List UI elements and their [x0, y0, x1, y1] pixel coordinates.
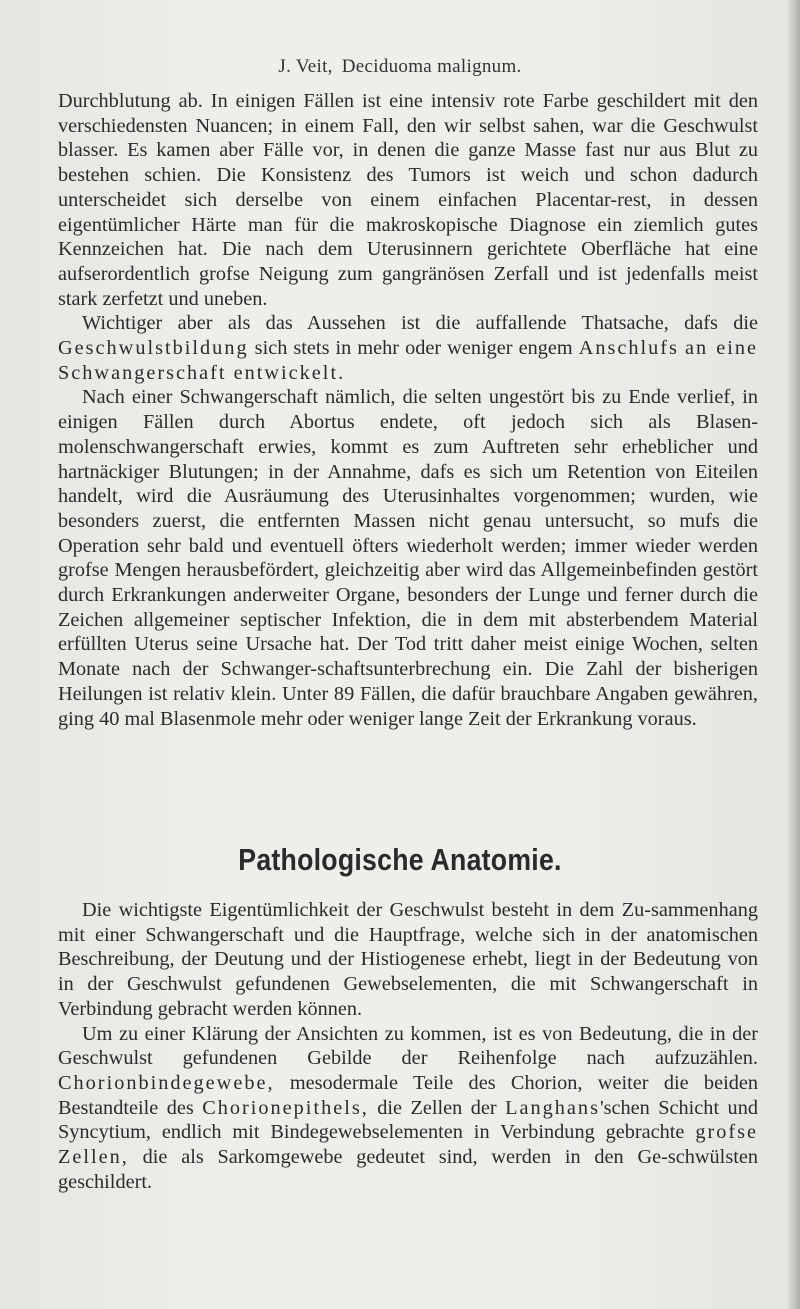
- section-heading: Pathologische Anatomie.: [238, 842, 562, 877]
- header-author: J. Veit,: [278, 56, 333, 77]
- text-line: Oberfläche hat eine aufserordentlich grofse Neigung zum gangränösen Zerfall: [58, 238, 758, 285]
- text-line: ein ziemlich gutes Kennzeichen hat. Die nach dem Uterusinnern gerichtete: [58, 213, 758, 261]
- text-line: fast nur aus Blut zu bestehen schien. Die Konsistenz des Tumors ist weich: [58, 139, 758, 187]
- text-line: liegt in der Bedeutung von in der Geschwulst gefundenen Gewebselementen,: [58, 948, 758, 996]
- text-line: rest, in dessen eigentümlicher Härte man für die makroskopische Diagnose: [58, 188, 759, 236]
- paragraph-main-question: [58, 898, 758, 1022]
- text-line: mesodermale Teile des Chorion, weiter die beiden: [274, 1071, 758, 1094]
- text-line: hartnäckiger Blutungen; in der Annahme, dafs es sich um Retention von: [58, 460, 686, 483]
- emphasized-term: Chorionepithels,: [202, 1096, 369, 1119]
- running-header: [0, 56, 800, 78]
- emphasized-term: Chorionbindegewebe,: [58, 1071, 275, 1094]
- text-line: und Syncytium, endlich mit Bindegewebselementen in Verbindung gebrachte: [58, 1096, 758, 1144]
- text-line: Bestandteile des: [58, 1096, 203, 1119]
- emphasized-term: an eine Schwangerschaft entwickelt.: [58, 337, 758, 384]
- text-line: und schon dadurch unterscheidet sich derselbe von einem einfachen Placentar-: [58, 164, 758, 211]
- text-line: Blasenmole mehr oder weniger lange Zeit der Erkrankung voraus.: [159, 707, 697, 730]
- emphasized-term: grofse Zellen,: [58, 1121, 758, 1169]
- text-line: Allgemeinbefinden gestört durch Erkrankungen anderweiter Organe, besonders: [58, 559, 758, 607]
- text-line: Nach einer Schwangerschaft nämlich, die selten ungestört bis zu Ende: [82, 386, 671, 409]
- text-line: verlief, in einigen Fällen durch Abortus endete, oft jedoch sich als Blasen-: [58, 386, 759, 434]
- text-line: Eiteilen handelt, wird die Ausräumung des Uterusinhaltes vorgenommen;: [58, 460, 758, 508]
- text-line: die als Sarkomgewebe gedeutet sind, werden in den Ge-: [128, 1146, 668, 1169]
- text-line: immer wieder werden grofse Mengen herausbefördert, gleichzeitig aber wird das: [58, 534, 758, 582]
- emphasized-term: Langhans: [505, 1096, 600, 1119]
- text-line: wurden, wie besonders zuerst, die entfernten Massen nicht genau untersucht,: [58, 485, 758, 532]
- emphasized-term: Anschlufs: [578, 337, 679, 360]
- page-edge-shadow: [786, 0, 800, 1309]
- text-line: so mufs die Operation sehr bald und eventuell öfters wiederholt werden;: [58, 509, 758, 557]
- text-line: die Zellen der: [368, 1096, 506, 1119]
- paragraph-tissue-elements: [58, 1022, 758, 1195]
- text-line: Wichtiger aber als das Aussehen ist die auffallende Thatsache, dafs die: [82, 312, 758, 335]
- text-line: die mit Schwangerschaft in Verbindung gebracht werden können.: [58, 973, 758, 1020]
- text-line: schwülsten geschildert.: [58, 1146, 758, 1193]
- text-line: die Geschwulst blasser. Es kamen aber Fälle vor, in denen die ganze Masse: [58, 114, 758, 162]
- text-line: sich stets in mehr oder weniger engem: [248, 337, 579, 360]
- header-title: Deciduoma malignum.: [341, 56, 522, 77]
- text-line: der anatomischen Beschreibung, der Deutung und der Histiogenese erhebt,: [58, 923, 759, 971]
- text-line: der Lunge und ferner durch die Zeichen allgemeiner septischer Infektion, die: [58, 584, 758, 631]
- paragraph-continued: [58, 89, 758, 311]
- text-line: 'schen Schicht: [599, 1096, 720, 1119]
- text-line: und ist jedenfalls meist stark zerfetzt und uneben.: [58, 262, 759, 310]
- body-text-top: [58, 89, 758, 731]
- text-line: die in der Geschwulst gefundenen Gebilde der Reihenfolge nach aufzuzählen.: [58, 1022, 759, 1070]
- text-line: Unter 89 Fällen, die dafür brauchbare Angaben gewähren, ging 40 mal: [58, 682, 758, 730]
- text-line: Die wichtigste Eigentümlichkeit der Geschwulst besteht in dem Zu-: [82, 899, 651, 921]
- emphasized-term: Geschwulstbildung: [58, 337, 249, 360]
- text-line: Tod tritt daher meist einige Wochen, selten Monate nach der Schwanger-: [58, 633, 758, 681]
- text-line: Durchblutung ab. In einigen Fällen ist eine intensiv rote Farbe geschildert: [58, 90, 686, 112]
- text-line: sammenhang mit einer Schwangerschaft und die Hauptfrage, welche sich in: [58, 899, 758, 946]
- paragraph-key-fact: [58, 311, 758, 385]
- paragraph-clinical-course: [58, 385, 758, 731]
- text-line: molenschwangerschaft erwies, kommt es zum Auftreten sehr erheblicher und: [58, 435, 758, 458]
- text-line: schaftsunterbrechung ein. Die Zahl der bisherigen Heilungen ist relativ klein.: [58, 658, 758, 705]
- text-line: in dem mit absterbendem Material erfüllten Uterus seine Ursache hat. Der: [58, 608, 758, 656]
- text-line: mit den verschiedensten Nuancen; in einem Fall, den wir selbst sahen, war: [58, 90, 759, 137]
- text-line: Um zu einer Klärung der Ansichten zu kommen, ist es von Bedeutung,: [82, 1022, 672, 1045]
- body-text-bottom: [58, 898, 758, 1194]
